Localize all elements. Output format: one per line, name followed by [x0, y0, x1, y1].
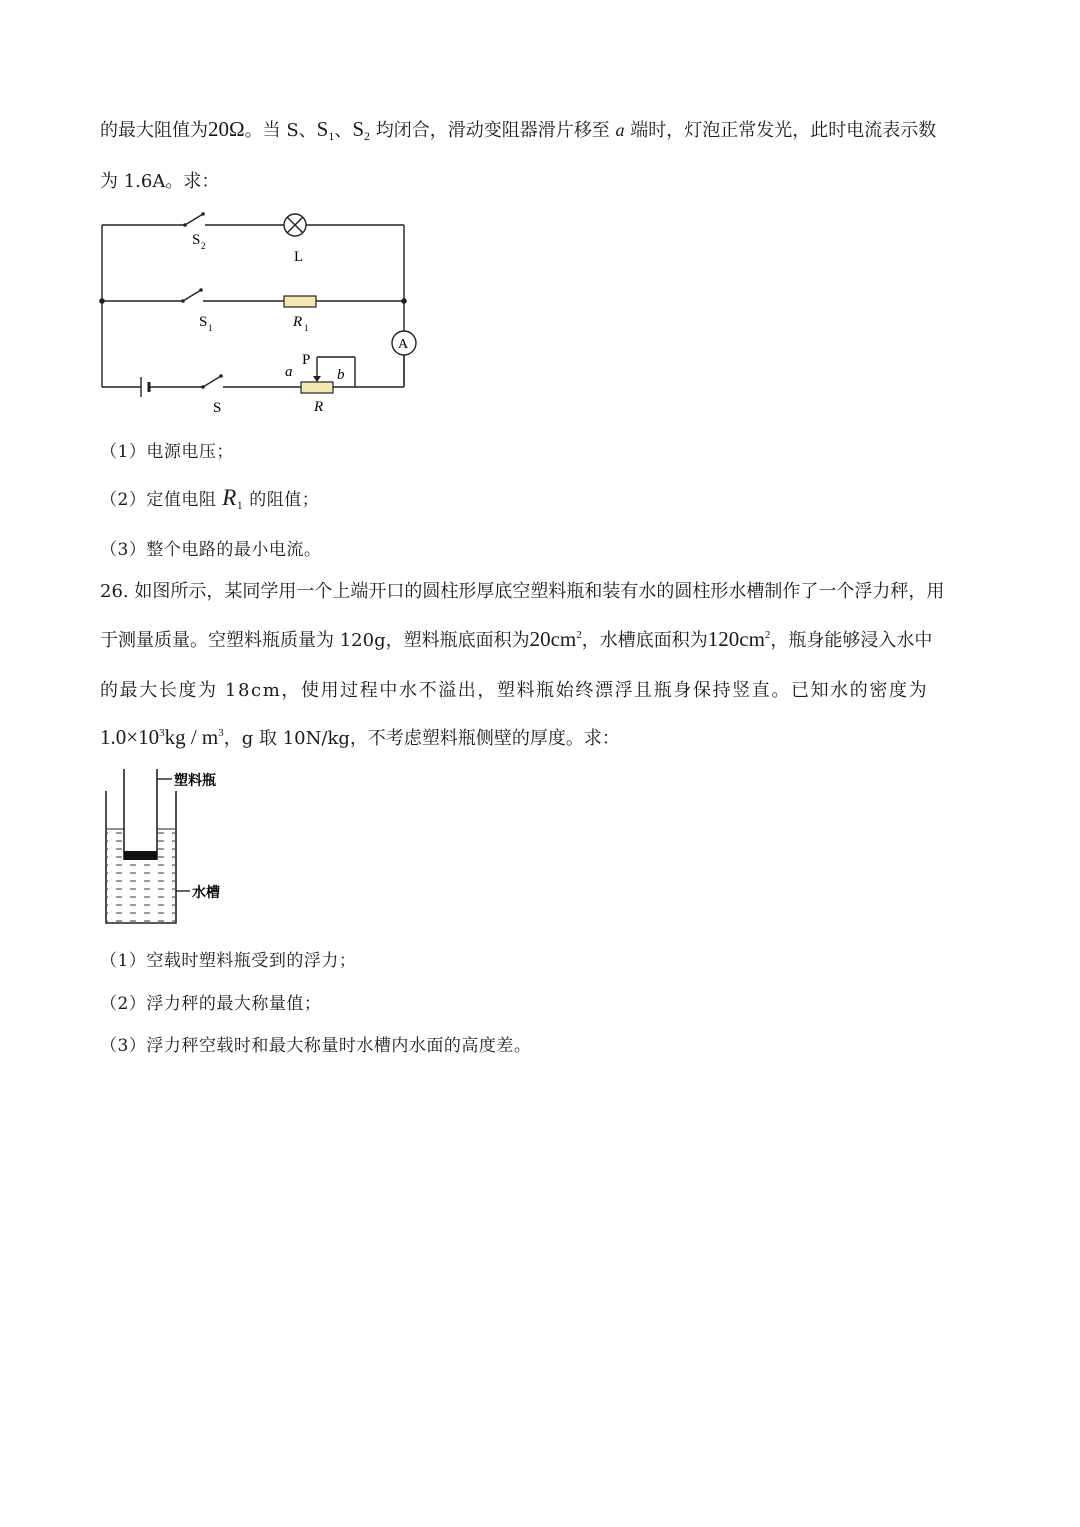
- circuit-diagram: [95, 200, 425, 425]
- separator: 、: [334, 120, 353, 141]
- intro-text: 端时，灯泡正常发光，此时电流表示数: [624, 120, 937, 141]
- p26-text: 的最大长度为 18cm，使用过程中水不溢出，塑料瓶始终漂浮且瓶身保持竖直。已知水的密度为: [100, 680, 929, 701]
- q26-item-2: （2）浮力秤的最大称量值；: [100, 994, 322, 1014]
- float-scale-figure: [100, 765, 240, 930]
- subscript: 1: [328, 129, 335, 143]
- p26-line-1: 26. 如图所示，某同学用一个上端开口的圆柱形厚底空塑料瓶和装有水的圆柱形水槽制作了一个浮力秤，用: [100, 581, 945, 602]
- q26-item-1: （1）空载时塑料瓶受到的浮力；: [100, 951, 357, 971]
- label-p: P: [302, 352, 311, 368]
- subscript: 1: [236, 498, 244, 512]
- bottle-thick-bottom: [124, 851, 157, 860]
- subscript: 2: [364, 129, 371, 143]
- label-s2-sub: 2: [201, 241, 206, 251]
- water-density: 1.0×10: [100, 725, 160, 749]
- switch-s-blade: [203, 376, 221, 387]
- label-l: L: [294, 249, 304, 265]
- label-r1: R: [293, 314, 303, 330]
- q25-item-3: （3）整个电路的最小电流。: [100, 540, 322, 560]
- label-r: R: [314, 399, 324, 415]
- switch-symbol: S: [352, 117, 365, 141]
- switch-symbol: S: [316, 117, 329, 141]
- label-a: a: [285, 364, 293, 380]
- label-s1: S: [199, 314, 208, 330]
- superscript: 2: [576, 629, 582, 641]
- superscript: 3: [159, 727, 165, 739]
- label-r1-sub: 1: [304, 323, 309, 333]
- p26-line-2: [100, 626, 932, 652]
- rheostat-r: [301, 382, 333, 393]
- p26-text: 于测量质量。空塑料瓶质量为 120g，塑料瓶底面积为: [100, 630, 530, 651]
- p26-text: ，瓶身能够浸入水中: [770, 630, 933, 651]
- label-b: b: [337, 367, 345, 383]
- tank-label: 水槽: [192, 886, 220, 901]
- label-ammeter: A: [398, 337, 409, 352]
- terminal-a: a: [615, 120, 625, 140]
- p26-line-4: [100, 724, 620, 750]
- superscript: 3: [218, 727, 224, 739]
- switch-s2-blade: [185, 214, 203, 225]
- intro-text: 均闭合，滑动变阻器滑片移至: [370, 120, 616, 141]
- q26-item-3: （3）浮力秤空载时和最大称量时水槽内水面的高度差。: [100, 1036, 532, 1056]
- slider-arrow: [313, 376, 321, 382]
- label-s1-sub: 1: [208, 323, 213, 333]
- bottle-area: 20cm: [529, 627, 577, 651]
- intro-line-1: [100, 116, 936, 144]
- resistor-r1: [284, 296, 316, 307]
- bottle-label: 塑料瓶: [174, 774, 216, 789]
- intro-text: 的最大阻值为: [100, 120, 208, 141]
- p26-text: ，水槽底面积为: [581, 630, 708, 651]
- q25-item-2: [100, 485, 319, 513]
- q25-item-2-text: （2）定值电阻: [100, 490, 223, 510]
- q25-item-2-text: 的阻值；: [243, 490, 320, 510]
- tank-area: 120cm: [707, 627, 765, 651]
- p26-line-3: [100, 676, 982, 702]
- p26-text: ，g 取 10N/kg，不考虑塑料瓶侧壁的厚度。求：: [223, 728, 620, 749]
- q25-item-1: （1）电源电压；: [100, 442, 234, 462]
- label-s2: S: [192, 232, 201, 248]
- switch-s1-blade: [183, 290, 201, 301]
- intro-line-2: [100, 167, 219, 193]
- intro-text: 为 1.6A。求：: [100, 171, 220, 192]
- intro-text: 。当 S、: [244, 120, 317, 141]
- density-unit: kg / m: [164, 725, 219, 749]
- resistance-value: 20Ω: [208, 117, 245, 141]
- r1-symbol: R: [222, 485, 237, 510]
- label-s: S: [213, 400, 222, 416]
- superscript: 2: [764, 629, 771, 641]
